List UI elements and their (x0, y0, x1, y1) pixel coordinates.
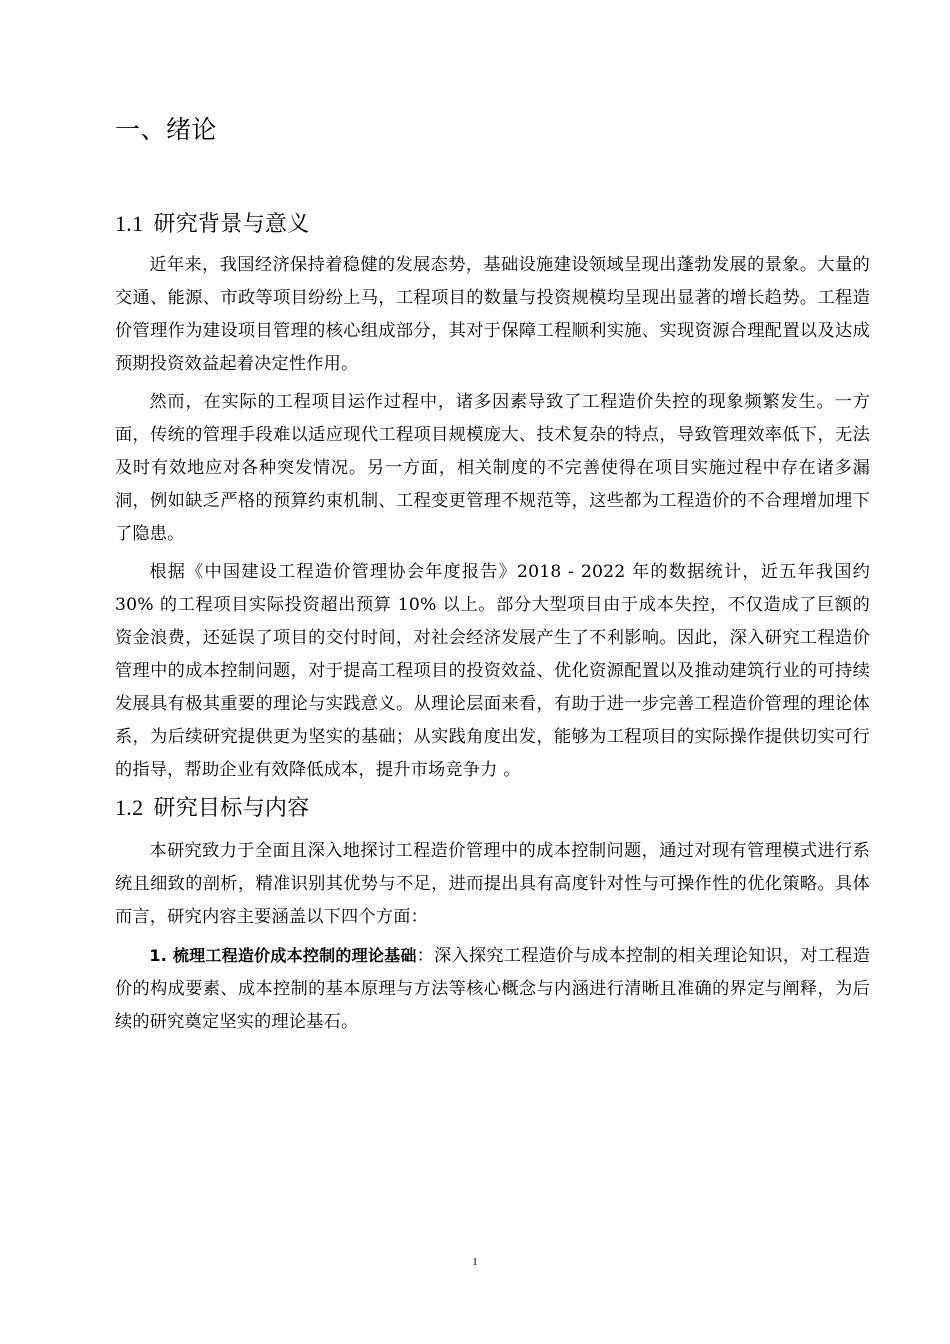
section-title: 研究背景与意义 (153, 212, 310, 237)
body-paragraph: 近年来，我国经济保持着稳健的发展态势，基础设施建设领域呈现出蓬勃发展的景象。大量的交通、能源、市政等项目纷纷上马，工程项目的数量与投资规模均呈现出显著的增长趋势。工程造价管理作为建设项目管理的核心组成部分，其对于保障工程顺利实施、实现资源合理配置以及达成预期投资效益起着决定性作用。 (115, 255, 870, 374)
page-number: 1 (472, 1256, 478, 1268)
body-paragraph: 本研究致力于全面且深入地探讨工程造价管理中的成本控制问题，通过对现有管理模式进行系统且细致的剖析，精准识别其优势与不足，进而提出具有高度针对性与可操作性的优化策略。具体而言，研究内容主要涵盖以下四个方面： (115, 841, 870, 927)
section-heading (115, 208, 870, 241)
list-item-text: ：深入探究工程造价与成本控制的相关理论知识，对工程造价的构成要素、成本控制的基本原理与方法等核心概念与内涵进行清晰且准确的界定与阐释，为后续的研究奠定坚实的理论基石。 (115, 946, 870, 1032)
section-number: 1.2 (115, 795, 144, 820)
section-1-2 (115, 792, 870, 1039)
page-body (115, 112, 870, 1039)
section-1-1 (115, 208, 870, 787)
section-heading (115, 792, 870, 825)
body-paragraph: 根据《中国建设工程造价管理协会年度报告》2018 - 2022 年的数据统计，近五年我国约 30% 的工程项目实际投资超出预算 10% 以上。部分大型项目由于成本失控，不仅造成了巨额的资金浪费，还延误了项目的交付时间，对社会经济发展产生了不利影响。因此，深入研究工程造价管理中的成本控制问题，对于提高工程项目的投资效益、优化资源配置以及推动建筑行业的可持续发展具有极其重要的理论与实践意义。从理论层面来看，有助于进一步完善工程造价管理的理论体系，为后续研究提供更为坚实的基础；从实践角度出发，能够为工程项目的实际操作提供切实可行的指导，帮助企业有效降低成本，提升市场竞争力 。 (115, 562, 870, 780)
chapter-title: 一、绪论 (115, 115, 218, 144)
list-item-lead: 1. 梳理工程造价成本控制的理论基础 (149, 946, 417, 965)
body-paragraph: 然而，在实际的工程项目运作过程中，诸多因素导致了工程造价失控的现象频繁发生。一方面，传统的管理手段难以适应现代工程项目规模庞大、技术复杂的特点，导致管理效率低下，无法及时有效地应对各种突发情况。另一方面，相关制度的不完善使得在项目实施过程中存在诸多漏洞，例如缺乏严格的预算约束机制、工程变更管理不规范等，这些都为工程造价的不合理增加埋下了隐患。 (115, 392, 870, 544)
section-title: 研究目标与内容 (153, 796, 310, 821)
list-item (115, 939, 870, 1039)
section-number: 1.1 (115, 211, 144, 236)
